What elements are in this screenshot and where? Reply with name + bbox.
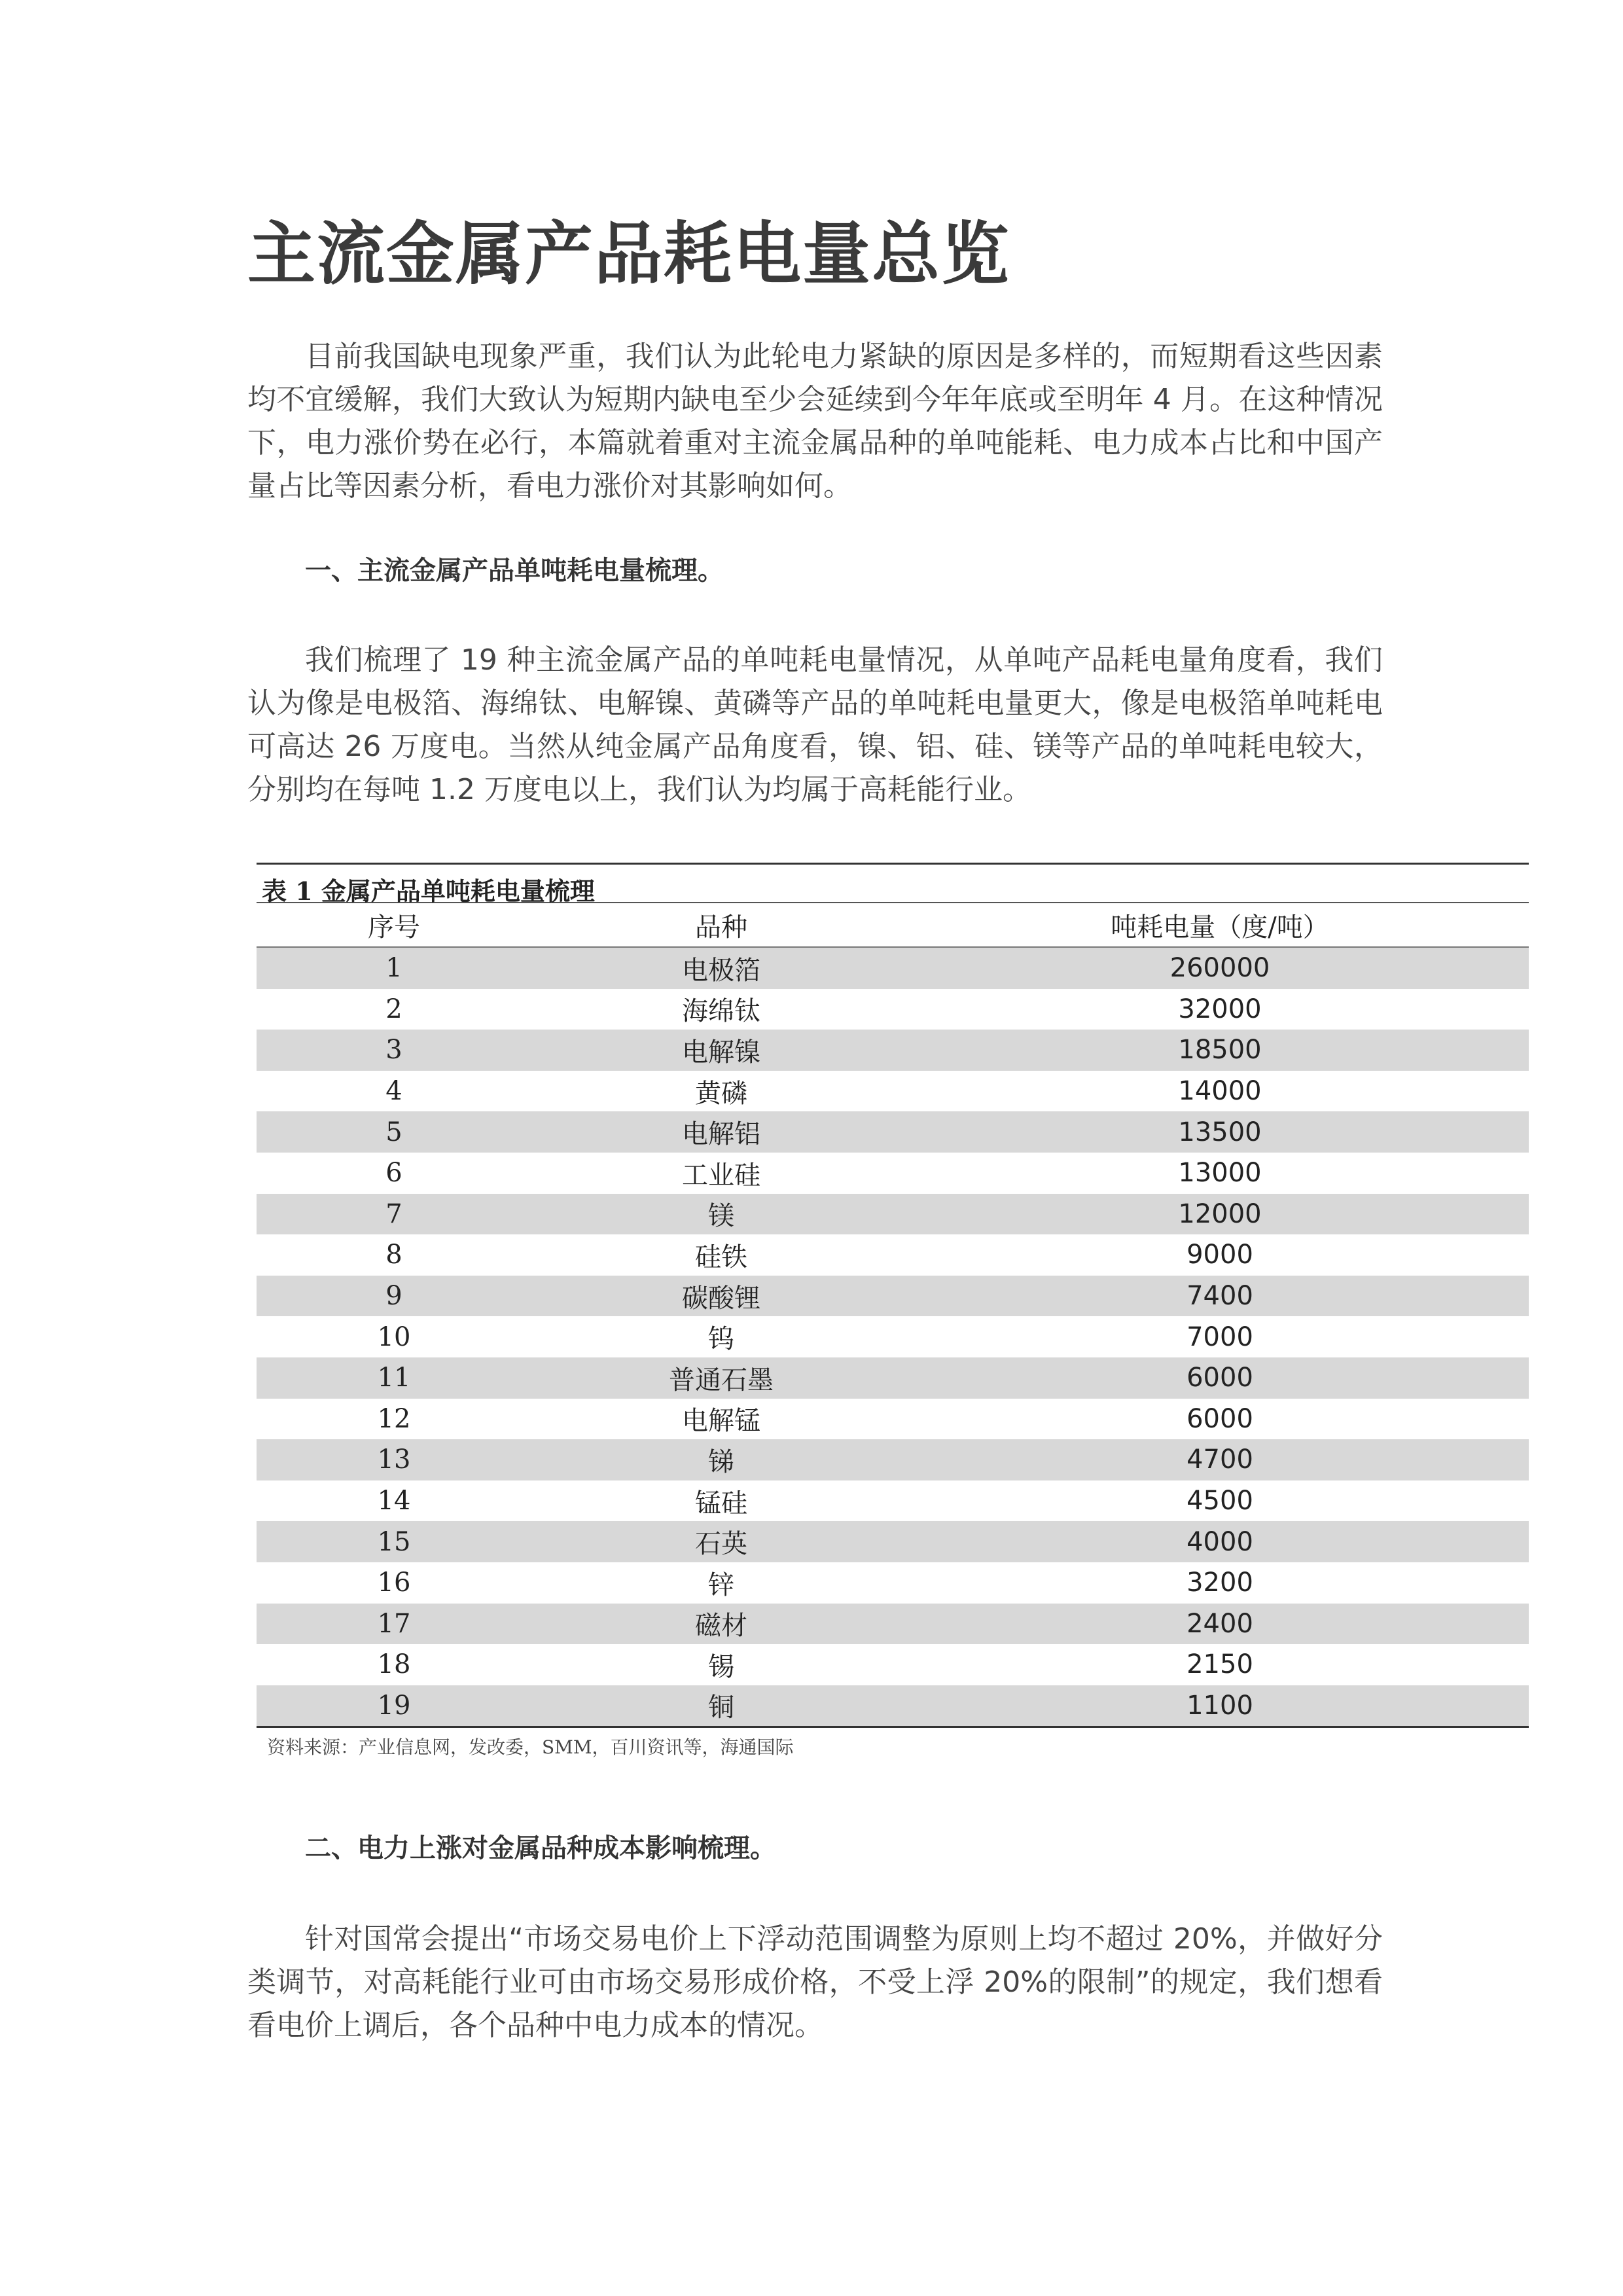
cell-variety: 硅铁	[695, 1242, 747, 1272]
table-row	[257, 1439, 1529, 1480]
cell-variety: 黄磷	[695, 1078, 747, 1109]
cell-consumption: 1100	[1186, 1690, 1253, 1721]
cell-index: 17	[377, 1608, 411, 1639]
cell-variety: 镁	[708, 1201, 734, 1232]
section-2-heading: 二、电力上涨对金属品种成本影响梳理。	[305, 1833, 776, 1863]
intro-paragraph: 目前我国缺电现象严重，我们认为此轮电力紧缺的原因是多样的，而短期看这些因素均不宜缓解，我们大致认为短期内缺电至少会延续到今年年底或至明年 4 月。在这种情况下，电力涨价势在必行，本篇就着重对主流金属品种的单吨能耗、电力成本占比和中国产量占比等因素分析，看电力涨价对其影响如何。	[247, 340, 1383, 503]
cell-index: 18	[377, 1649, 411, 1680]
cell-consumption: 6000	[1186, 1363, 1253, 1393]
table-row	[257, 1316, 1529, 1357]
table-row	[257, 1604, 1529, 1645]
table-row	[257, 1276, 1529, 1317]
cell-consumption: 13500	[1178, 1117, 1262, 1147]
table-row	[257, 1153, 1529, 1194]
cell-variety: 电解铝	[682, 1119, 760, 1150]
cell-variety: 锡	[708, 1651, 734, 1682]
cell-index: 11	[377, 1363, 411, 1393]
table-source-note: 资料来源：产业信息网，发改委，SMM，百川资讯等，海通国际	[267, 1736, 794, 1759]
cell-consumption: 4000	[1186, 1526, 1253, 1557]
table-row	[257, 1685, 1529, 1727]
table-row	[257, 1234, 1529, 1276]
cell-consumption: 2400	[1186, 1608, 1253, 1639]
table-row	[257, 948, 1529, 989]
table-row	[257, 1071, 1529, 1112]
cell-index: 6	[385, 1158, 402, 1189]
cell-index: 1	[385, 953, 402, 984]
cell-index: 12	[377, 1403, 411, 1434]
cell-variety: 铜	[708, 1693, 734, 1723]
cell-variety: 工业硅	[682, 1160, 760, 1191]
cell-variety: 海绵钛	[682, 996, 760, 1027]
cell-index: 10	[377, 1321, 411, 1352]
cell-index: 14	[377, 1486, 411, 1516]
cell-consumption: 6000	[1186, 1403, 1253, 1434]
cell-consumption: 7400	[1186, 1281, 1253, 1312]
table-row	[257, 1194, 1529, 1235]
table-row	[257, 989, 1529, 1030]
table-caption: 表 1 金属产品单吨耗电量梳理	[257, 863, 1529, 903]
cell-consumption: 2150	[1186, 1649, 1253, 1680]
cell-consumption: 4700	[1186, 1444, 1253, 1475]
cell-variety: 电解锰	[682, 1406, 760, 1437]
header-consumption: 吨耗电量（度/吨）	[1111, 912, 1329, 942]
cell-consumption: 4500	[1186, 1486, 1253, 1516]
table-row	[257, 1111, 1529, 1153]
cell-index: 4	[385, 1076, 402, 1107]
table-row	[257, 1644, 1529, 1685]
table-row	[257, 1562, 1529, 1604]
cell-consumption: 13000	[1178, 1158, 1262, 1189]
cell-consumption: 14000	[1178, 1076, 1262, 1107]
section-2-paragraph: 针对国常会提出“市场交易电价上下浮动范围调整为原则上均不超过 20%，并做好分类调节，对高耗能行业可由市场交易形成价格，不受上浮 20%的限制”的规定，我们想看看电价上调后，各个品种中电力成本的情况。	[247, 1922, 1383, 2042]
cell-consumption: 18500	[1178, 1035, 1262, 1066]
cell-consumption: 32000	[1178, 994, 1262, 1024]
cell-index: 19	[377, 1690, 411, 1721]
section-1-paragraph: 我们梳理了 19 种主流金属产品的单吨耗电量情况，从单吨产品耗电量角度看，我们认为像是电极箔、海绵钛、电解镍、黄磷等产品的单吨耗电量更大，像是电极箔单吨耗电可高达 26 万度电。当然从纯金属产品角度看，镍、铝、硅、镁等产品的单吨耗电较大，分别均在每吨 1.2 万度电以上，我们认为均属于高耗能行业。	[247, 643, 1383, 806]
cell-variety: 电解镍	[682, 1037, 760, 1067]
cell-variety: 锰硅	[695, 1488, 747, 1518]
cell-consumption: 12000	[1178, 1198, 1262, 1229]
cell-consumption: 9000	[1186, 1240, 1253, 1270]
cell-index: 2	[385, 994, 402, 1024]
electricity-consumption-table	[257, 863, 1529, 1763]
cell-index: 9	[385, 1281, 402, 1312]
table-row	[257, 1399, 1529, 1440]
cell-variety: 电极箔	[682, 955, 760, 986]
cell-index: 16	[377, 1568, 411, 1598]
cell-index: 3	[385, 1035, 402, 1066]
header-variety: 品种	[695, 912, 747, 942]
cell-consumption: 7000	[1186, 1321, 1253, 1352]
cell-index: 15	[377, 1526, 411, 1557]
table-body	[257, 948, 1529, 1726]
cell-variety: 碳酸锂	[682, 1283, 760, 1314]
cell-consumption: 3200	[1186, 1568, 1253, 1598]
cell-variety: 普通石墨	[669, 1365, 774, 1395]
cell-variety: 磁材	[695, 1611, 747, 1641]
cell-index: 5	[385, 1117, 402, 1147]
cell-index: 13	[377, 1444, 411, 1475]
table-header-row	[257, 903, 1529, 948]
table-row	[257, 1357, 1529, 1399]
cell-index: 8	[385, 1240, 402, 1270]
cell-variety: 钨	[708, 1324, 734, 1355]
cell-variety: 锑	[708, 1446, 734, 1477]
table-row	[257, 1480, 1529, 1522]
cell-consumption: 260000	[1169, 953, 1270, 984]
page-title: 主流金属产品耗电量总览	[247, 214, 1011, 294]
section-1-heading: 一、主流金属产品单吨耗电量梳理。	[305, 556, 724, 586]
table-row	[257, 1030, 1529, 1071]
table-row	[257, 1521, 1529, 1562]
cell-index: 7	[385, 1198, 402, 1229]
header-index: 序号	[368, 912, 420, 942]
cell-variety: 锌	[708, 1570, 734, 1600]
cell-variety: 石英	[695, 1529, 747, 1560]
